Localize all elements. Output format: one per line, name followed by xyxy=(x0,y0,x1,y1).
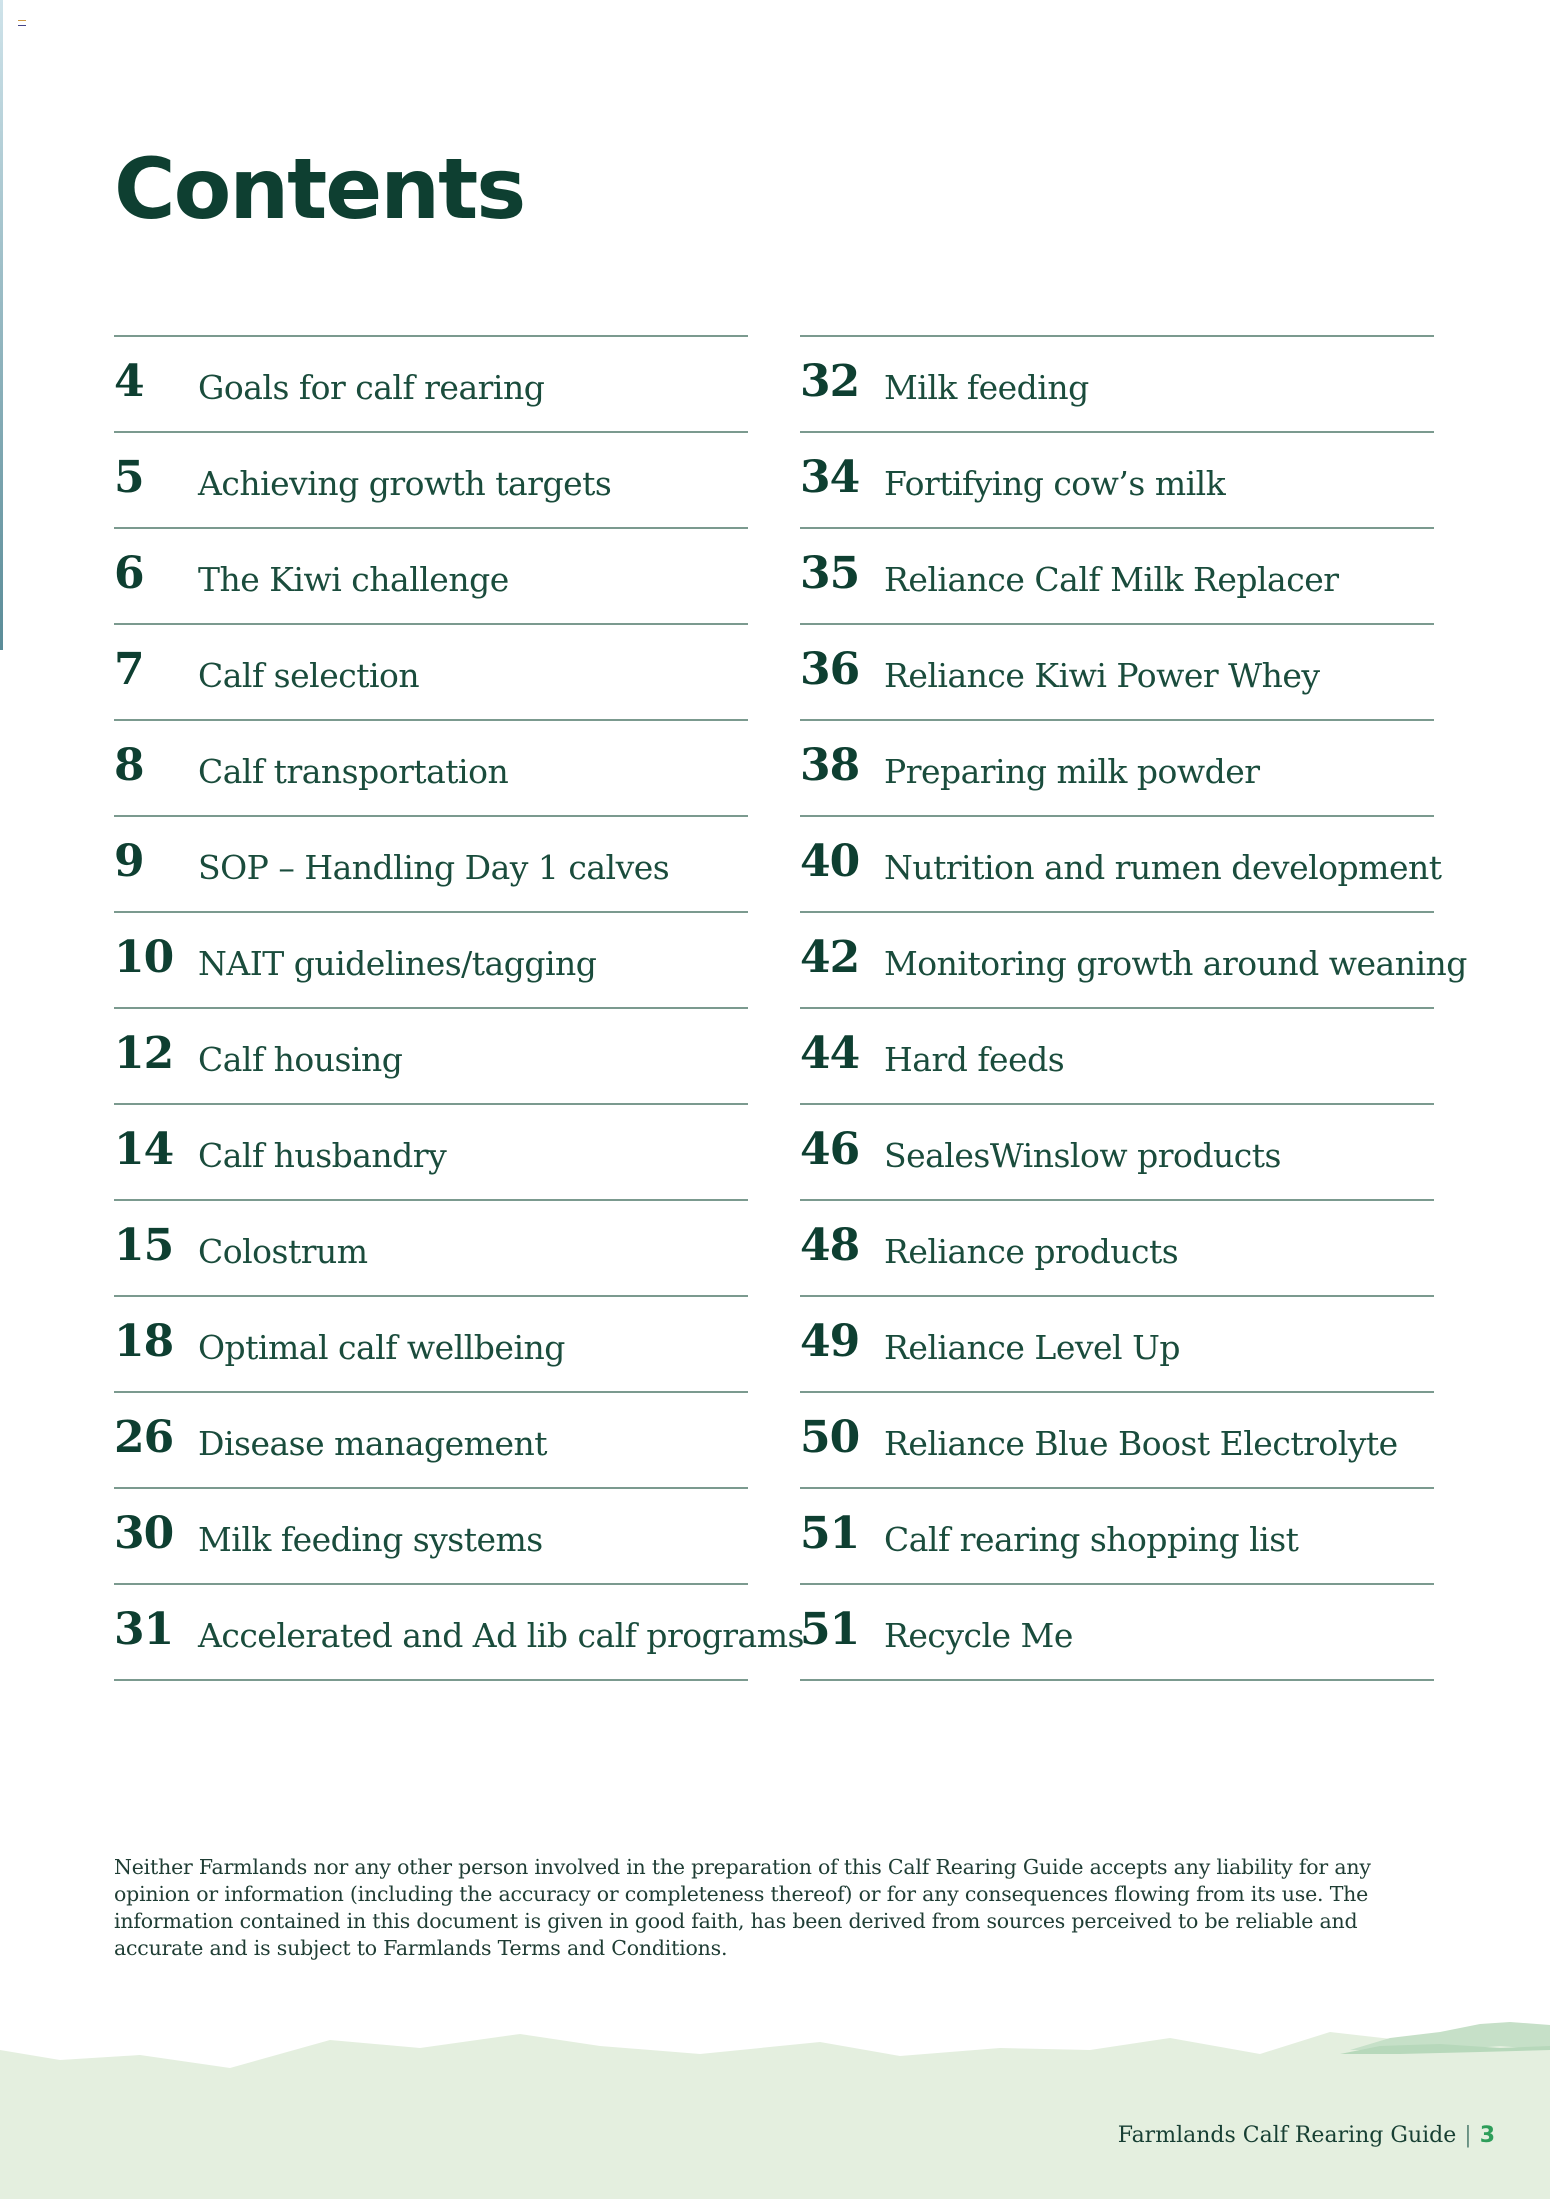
toc-title: Monitoring growth around weaning xyxy=(884,943,1467,983)
toc-title: Reliance Level Up xyxy=(884,1327,1181,1367)
toc-page-number: 40 xyxy=(800,835,860,887)
hill-back xyxy=(0,2032,1550,2199)
toc-title: Calf transportation xyxy=(198,751,509,791)
toc-title: Reliance products xyxy=(884,1231,1179,1271)
toc-page-number: 4 xyxy=(114,355,144,407)
toc-item[interactable] xyxy=(114,1295,748,1391)
toc-page-number: 30 xyxy=(114,1507,174,1559)
toc-page-number: 49 xyxy=(800,1315,860,1367)
toc-item[interactable] xyxy=(800,527,1434,623)
toc-page-number: 48 xyxy=(800,1219,860,1271)
toc-page-number: 34 xyxy=(800,451,860,503)
toc-title: Achieving growth targets xyxy=(198,463,612,503)
toc-title: NAIT guidelines/tagging xyxy=(198,943,597,983)
toc-page-number: 51 xyxy=(800,1507,860,1559)
toc-page-number: 42 xyxy=(800,931,860,983)
toc-item[interactable] xyxy=(800,911,1467,1007)
toc-page-number: 36 xyxy=(800,643,860,695)
toc-item[interactable] xyxy=(114,623,748,719)
toc-title: Calf housing xyxy=(198,1039,403,1079)
toc-column-left xyxy=(114,335,804,1681)
toc-page-number: 5 xyxy=(114,451,144,503)
toc-item[interactable] xyxy=(114,1199,748,1295)
toc-page-number: 32 xyxy=(800,355,860,407)
toc-page-number: 12 xyxy=(114,1027,174,1079)
toc-item[interactable] xyxy=(800,1103,1434,1199)
toc-title: Disease management xyxy=(198,1423,547,1463)
toc-item[interactable] xyxy=(800,719,1434,815)
toc-page-number: 9 xyxy=(114,835,144,887)
footer-publication-title: Farmlands Calf Rearing Guide xyxy=(1117,2123,1457,2148)
toc-item[interactable] xyxy=(114,1103,748,1199)
toc-item[interactable] xyxy=(800,623,1434,719)
toc-title: Nutrition and rumen development xyxy=(884,847,1442,887)
page-number: 3 xyxy=(1479,2123,1495,2148)
toc-title: Accelerated and Ad lib calf programs xyxy=(198,1615,804,1655)
toc-item[interactable] xyxy=(114,431,748,527)
toc-title: Reliance Blue Boost Electrolyte xyxy=(884,1423,1398,1463)
toc-item[interactable] xyxy=(114,719,748,815)
toc-title: The Kiwi challenge xyxy=(198,559,509,599)
toc-item[interactable] xyxy=(800,1487,1434,1583)
toc-item[interactable] xyxy=(800,1295,1434,1391)
toc-page-number: 14 xyxy=(114,1123,174,1175)
toc-item[interactable] xyxy=(114,527,748,623)
toc-page-number: 35 xyxy=(800,547,860,599)
toc-title: Calf selection xyxy=(198,655,420,695)
toc-title: Goals for calf rearing xyxy=(198,367,545,407)
footer-separator: | xyxy=(1464,2123,1472,2148)
toc-item[interactable] xyxy=(800,1007,1434,1103)
toc-title: Calf rearing shopping list xyxy=(884,1519,1299,1559)
toc-title: Colostrum xyxy=(198,1231,368,1271)
toc-title: SOP – Handling Day 1 calves xyxy=(198,847,670,887)
toc-title: Reliance Calf Milk Replacer xyxy=(884,559,1339,599)
disclaimer-text: Neither Farmlands nor any other person involved in the preparation of this Calf Rearing Guide accepts any liability for any opinion or information (including the accuracy or completeness thereof) or for any consequences flowing from its use. The information contained in this document is given in good faith, has been derived from sources perceived to be reliable and accurate and is subject to Farmlands Terms and Conditions. xyxy=(114,1855,1371,1960)
toc-item[interactable] xyxy=(114,1391,748,1487)
toc-item[interactable] xyxy=(114,1487,748,1583)
edge-decoration xyxy=(0,0,3,650)
toc-title: Preparing milk powder xyxy=(884,751,1260,791)
page-footer xyxy=(1118,2123,1495,2148)
toc-item[interactable] xyxy=(114,815,748,911)
toc-item[interactable] xyxy=(800,335,1434,431)
hills-illustration xyxy=(0,2010,1550,2199)
toc-page-number: 51 xyxy=(800,1603,860,1655)
toc-item[interactable] xyxy=(114,1007,748,1103)
toc-title: Reliance Kiwi Power Whey xyxy=(884,655,1320,695)
toc-title: Milk feeding xyxy=(884,367,1089,407)
corner-mark xyxy=(18,20,26,26)
toc-page-number: 31 xyxy=(114,1603,174,1655)
toc-page-number: 7 xyxy=(114,643,144,695)
toc-title: Calf husbandry xyxy=(198,1135,447,1175)
toc-page-number: 50 xyxy=(800,1411,860,1463)
toc-page-number: 44 xyxy=(800,1027,860,1079)
toc-title: Milk feeding systems xyxy=(198,1519,543,1559)
toc-title: Fortifying cow’s milk xyxy=(884,463,1226,503)
toc-column-right xyxy=(800,335,1467,1681)
toc-title: Optimal calf wellbeing xyxy=(198,1327,565,1367)
toc-page-number: 10 xyxy=(114,931,174,983)
toc-item[interactable] xyxy=(800,1391,1434,1487)
toc-item[interactable] xyxy=(114,1583,804,1681)
toc-page-number: 15 xyxy=(114,1219,174,1271)
toc-page-number: 8 xyxy=(114,739,144,791)
toc-item[interactable] xyxy=(114,911,748,1007)
toc-title: Hard feeds xyxy=(884,1039,1065,1079)
toc-item[interactable] xyxy=(800,1199,1434,1295)
toc-page-number: 26 xyxy=(114,1411,174,1463)
toc-page-number: 18 xyxy=(114,1315,174,1367)
page-title: Contents xyxy=(114,140,525,238)
toc-item[interactable] xyxy=(800,1583,1434,1681)
toc-item[interactable] xyxy=(800,431,1434,527)
toc-page-number: 46 xyxy=(800,1123,860,1175)
toc-title: SealesWinslow products xyxy=(884,1135,1281,1175)
toc-page-number: 38 xyxy=(800,739,860,791)
toc-item[interactable] xyxy=(800,815,1442,911)
toc-page-number: 6 xyxy=(114,547,144,599)
toc-item[interactable] xyxy=(114,335,748,431)
toc-title: Recycle Me xyxy=(884,1615,1073,1655)
